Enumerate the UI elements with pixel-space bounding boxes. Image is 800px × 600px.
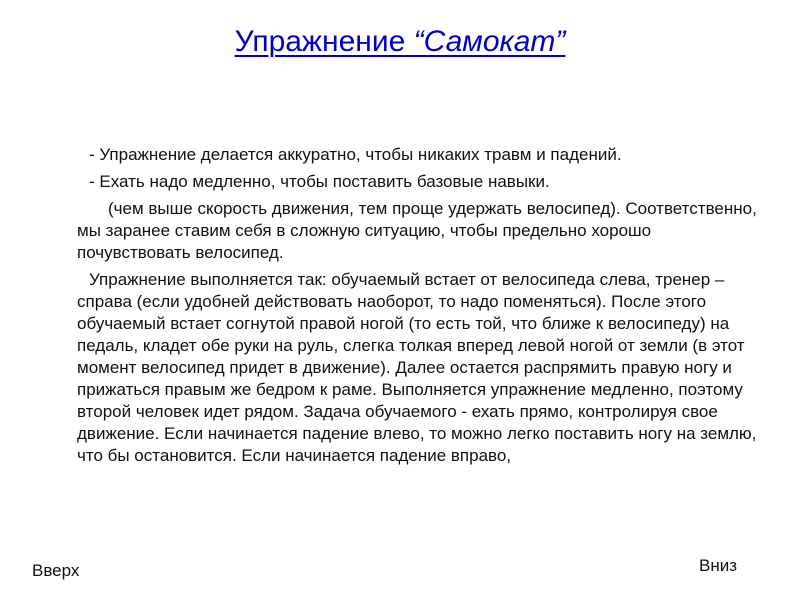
slide-body (77, 144, 757, 472)
slide-title (0, 22, 800, 62)
title-link[interactable] (235, 25, 566, 58)
body-paragraph-speed: (чем выше скорость движения, тем проще удержать велосипед). Соответственно, мы заранее ставим себя в сложную ситуацию, чтобы предельно хорошо почувствовать велосипед. (77, 199, 757, 262)
nav-down-link[interactable]: Вниз (699, 556, 738, 575)
body-paragraph-procedure: Упражнение выполняется так: обучаемый встает от велосипеда слева, тренер – справа (если удобней действовать наоборот, то надо поменяться). После этого обучаемый встает согнутой правой ногой (то есть той, что ближе к велосипеду) на педаль, кладет обе руки на руль, слегка толкая вперед левой ногой от земли (в этот момент велосипед придет в движение). Далее остается распрямить правую ногу и прижаться правым же бедром к раме. Выполняется упражнение медленно, поэтому второй человек идет рядом. Задача обучаемого - ехать прямо, контролируя свое движение. Если начинается падение влево, то можно легко поставить ногу на землю, что бы остановится. Если начинается падение вправо, (77, 270, 757, 465)
body-line-slow: - Ехать надо медленно, чтобы поставить базовые навыки. (89, 172, 550, 191)
nav-up-link[interactable]: Вверх (32, 561, 80, 580)
body-line-safety: - Упражнение делается аккуратно, чтобы никаких травм и падений. (89, 145, 622, 164)
title-prefix: Упражнение (234, 25, 414, 58)
title-name: “Самокат” (413, 25, 566, 58)
